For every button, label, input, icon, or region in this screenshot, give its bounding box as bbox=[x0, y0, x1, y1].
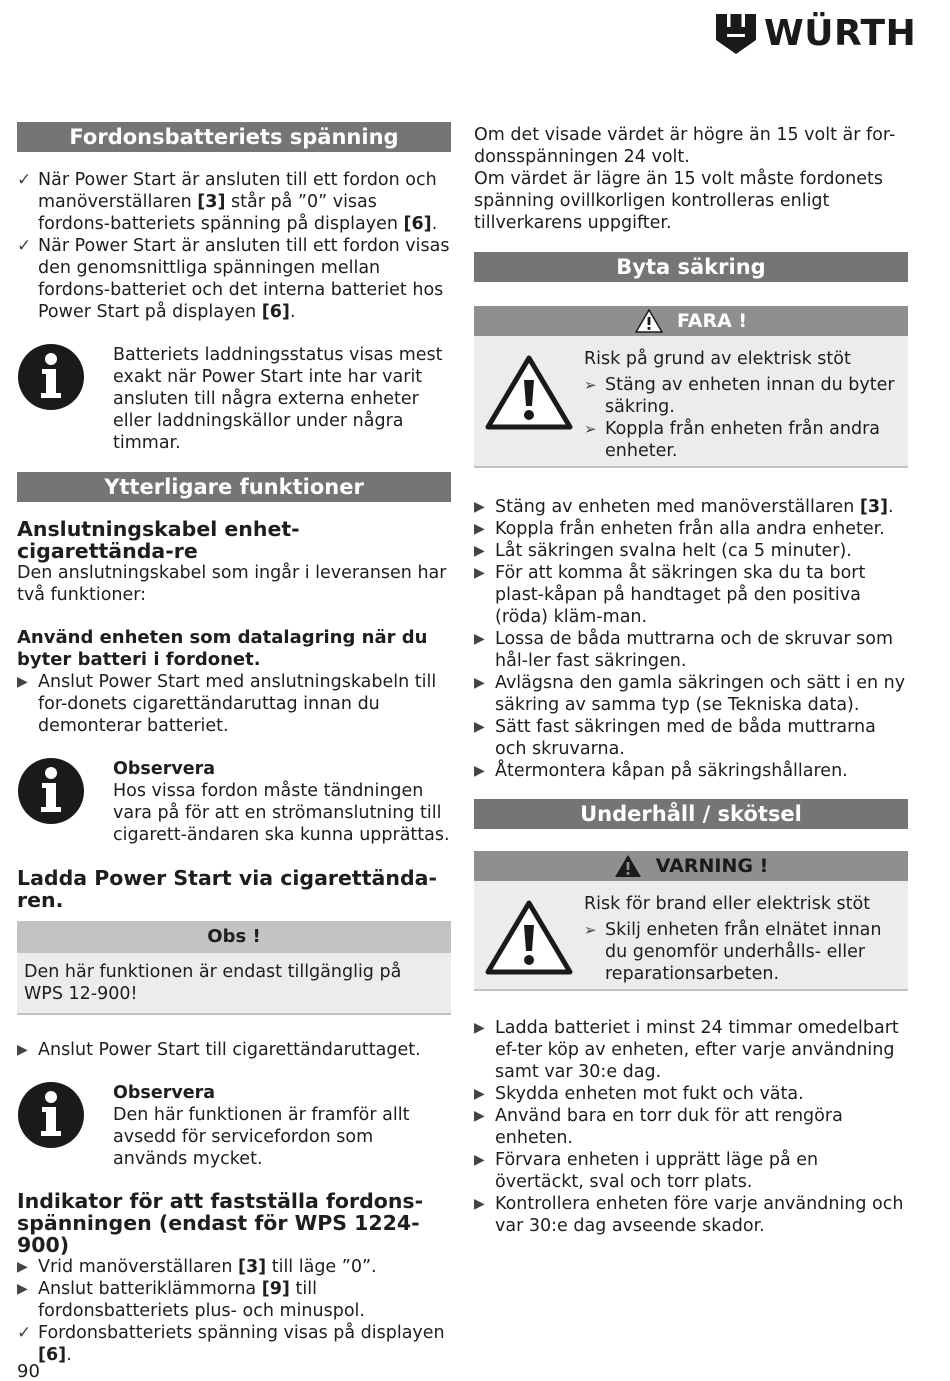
charge-steps bbox=[17, 1039, 451, 1061]
check-icon: ✓ bbox=[17, 236, 32, 256]
info-note-charge-status bbox=[17, 344, 451, 454]
list-item: ▶ Ladda batteriet i minst 24 timmar omedelbart ef-ter köp av enheten, efter varje användning samt var 30:e dag. bbox=[474, 1018, 899, 1082]
list-item: ▶ Kontrollera enheten före varje användning och var 30:e dag avseende skador. bbox=[474, 1194, 904, 1236]
warning-icon bbox=[485, 354, 573, 430]
info-title: Observera bbox=[113, 1083, 216, 1103]
section-bar-vehicle-voltage: Fordonsbatteriets spänning bbox=[17, 122, 451, 152]
section-bar-maintenance: Underhåll / skötsel bbox=[474, 799, 908, 829]
indicator-check bbox=[17, 1322, 451, 1366]
voltage-check-list bbox=[17, 169, 451, 323]
list-item: ✓ När Power Start är ansluten till ett fordon visas den genomsnittliga spänningen mellan fordons-batteriet och det interna batteriet hos Power Start på displayen [6]. bbox=[17, 236, 450, 322]
obs-box bbox=[17, 921, 451, 1015]
info-icon bbox=[18, 1082, 84, 1148]
heading-charge: Ladda Power Start via cigarettända-ren. bbox=[17, 866, 437, 912]
list-item: ➢ Stäng av enheten innan du byter säkring. bbox=[584, 375, 895, 417]
right-column bbox=[474, 124, 908, 1237]
triangle-arrow-icon: ▶ bbox=[474, 1086, 485, 1102]
list-item: ▶ Lossa de båda muttrarna och de skruvar som hål-ler fast säkringen. bbox=[474, 629, 894, 671]
list-item: ➢ Skilj enheten från elnätet innan du genomför underhålls- eller reparationsarbeten. bbox=[584, 920, 882, 984]
warning-icon bbox=[614, 854, 642, 878]
check-icon: ✓ bbox=[17, 1323, 32, 1343]
warning-icon bbox=[485, 899, 573, 975]
triangle-arrow-icon: ▶ bbox=[474, 543, 485, 559]
triangle-arrow-icon: ▶ bbox=[474, 719, 485, 735]
list-item: ▶ Skydda enheten mot fukt och väta. bbox=[474, 1084, 804, 1104]
heading-datalog: Använd enheten som datalagring när du byter batteri i fordonet. bbox=[17, 627, 428, 670]
triangle-arrow-icon: ▶ bbox=[474, 1196, 485, 1212]
triangle-arrow-icon: ▶ bbox=[17, 674, 28, 690]
info-text: Batteriets laddningsstatus visas mest exakt när Power Start inte har varit ansluten till några externa enheter eller laddningskällor under några timmar. bbox=[113, 345, 443, 453]
info-text: Hos vissa fordon måste tändningen vara på för att en strömanslutning till cigarett-ändaren ska kunna upprättas. bbox=[113, 781, 450, 845]
triangle-arrow-icon: ▶ bbox=[474, 1108, 485, 1124]
list-item: ▶ Anslut Power Start till cigarettändaruttaget. bbox=[17, 1040, 421, 1060]
list-item: ➢ Koppla från enheten från andra enheter. bbox=[584, 419, 880, 461]
list-item: ▶ För att komma åt säkringen ska du ta bort plast-kåpan på handtaget på den positiva (röda) kläm-man. bbox=[474, 563, 866, 627]
triangle-arrow-icon: ▶ bbox=[474, 631, 485, 647]
datalog-steps bbox=[17, 671, 451, 737]
danger-box bbox=[474, 306, 908, 468]
list-item: ▶ Återmontera kåpan på säkringshållaren. bbox=[474, 761, 848, 781]
danger-box-title: FARA ! bbox=[676, 310, 748, 332]
list-item: ▶ Koppla från enheten från alla andra enheter. bbox=[474, 519, 885, 539]
wurth-logo-mark-icon bbox=[716, 14, 756, 54]
warning-items bbox=[584, 919, 908, 985]
info-note-service bbox=[17, 1082, 451, 1170]
triangle-arrow-icon: ▶ bbox=[474, 675, 485, 691]
check-icon: ✓ bbox=[17, 170, 32, 190]
triangle-arrow-icon: ▶ bbox=[474, 1152, 485, 1168]
obs-box-text: Den här funktionen är endast tillgänglig på WPS 12-900! bbox=[17, 953, 451, 1015]
list-item: ▶ Stäng av enheten med manöverställaren [3]. bbox=[474, 497, 894, 517]
danger-items bbox=[584, 374, 908, 462]
info-icon bbox=[18, 344, 84, 410]
brand-name: WÜRTH bbox=[764, 13, 917, 54]
chevron-right-icon: ➢ bbox=[584, 921, 597, 939]
triangle-arrow-icon: ▶ bbox=[474, 1020, 485, 1036]
list-item: ▶ Anslut Power Start med anslutningskabeln till for-donets cigarettändaruttag innan du demonterar batteriet. bbox=[17, 672, 437, 736]
danger-risk-text: Risk på grund av elektrisk stöt bbox=[584, 349, 851, 369]
warning-box bbox=[474, 851, 908, 991]
warning-box-header bbox=[474, 851, 908, 881]
info-title: Observera bbox=[113, 759, 216, 779]
list-item: ✓ När Power Start är ansluten till ett fordon och manöverställaren [3] står på ”0” visas fordons-batteriets spänning på displayen [6]. bbox=[17, 170, 438, 234]
info-text: Den här funktionen är framför allt avsedd för servicefordon som används mycket. bbox=[113, 1105, 410, 1169]
list-item: ▶ Förvara enheten i upprätt läge på en övertäckt, sval och torr plats. bbox=[474, 1150, 819, 1192]
section-bar-fuse: Byta säkring bbox=[474, 252, 908, 282]
list-item: ▶ Anslut batteriklämmorna [9] till fordonsbatteriets plus- och minuspol. bbox=[17, 1279, 365, 1321]
triangle-arrow-icon: ▶ bbox=[474, 521, 485, 537]
info-note-ignition bbox=[17, 758, 451, 846]
section-bar-extra-functions: Ytterligare funktioner bbox=[17, 472, 451, 502]
indicator-steps bbox=[17, 1256, 451, 1322]
triangle-arrow-icon: ▶ bbox=[474, 763, 485, 779]
triangle-arrow-icon: ▶ bbox=[17, 1281, 28, 1297]
chevron-right-icon: ➢ bbox=[584, 420, 597, 438]
fuse-steps bbox=[474, 496, 908, 782]
list-item: ✓ Fordonsbatteriets spänning visas på displayen [6]. bbox=[17, 1323, 445, 1365]
warning-box-title: VARNING ! bbox=[655, 855, 769, 877]
heading-cable: Anslutningskabel enhet-cigarettända-re bbox=[17, 517, 300, 563]
warning-risk-text: Risk för brand eller elektrisk stöt bbox=[584, 894, 871, 914]
paragraph-cable: Den anslutningskabel som ingår i leveransen har två funktioner: bbox=[17, 563, 447, 605]
list-item: ▶ Sätt fast säkringen med de båda muttrarna och skruvarna. bbox=[474, 717, 876, 759]
list-item: ▶ Vrid manöverställaren [3] till läge ”0”. bbox=[17, 1257, 377, 1277]
list-item: ▶ Låt säkringen svalna helt (ca 5 minuter). bbox=[474, 541, 852, 561]
info-icon bbox=[18, 758, 84, 824]
triangle-arrow-icon: ▶ bbox=[17, 1259, 28, 1275]
wurth-logo bbox=[716, 14, 916, 54]
chevron-right-icon: ➢ bbox=[584, 376, 597, 394]
triangle-arrow-icon: ▶ bbox=[474, 499, 485, 515]
danger-box-header bbox=[474, 306, 908, 336]
warning-icon bbox=[635, 309, 663, 333]
paragraph-voltage-result: Om det visade värdet är högre än 15 volt är for-donsspänningen 24 volt. Om värdet är lägre än 15 volt måste fordonets spänning ovillkorligen kontrolleras enligt tillverkarens uppgifter. bbox=[474, 125, 896, 233]
list-item: ▶ Använd bara en torr duk för att rengöra enheten. bbox=[474, 1106, 843, 1148]
page-number: 90 bbox=[17, 1361, 40, 1381]
triangle-arrow-icon: ▶ bbox=[474, 565, 485, 581]
triangle-arrow-icon: ▶ bbox=[17, 1042, 28, 1058]
obs-box-title: Obs ! bbox=[17, 921, 451, 953]
heading-indicator: Indikator för att fastställa fordons-spänningen (endast för WPS 1224-900) bbox=[17, 1189, 424, 1257]
maintenance-steps bbox=[474, 1017, 908, 1237]
left-column bbox=[17, 122, 451, 1366]
list-item: ▶ Avlägsna den gamla säkringen och sätt i en ny säkring av samma typ (se Tekniska data). bbox=[474, 673, 906, 715]
